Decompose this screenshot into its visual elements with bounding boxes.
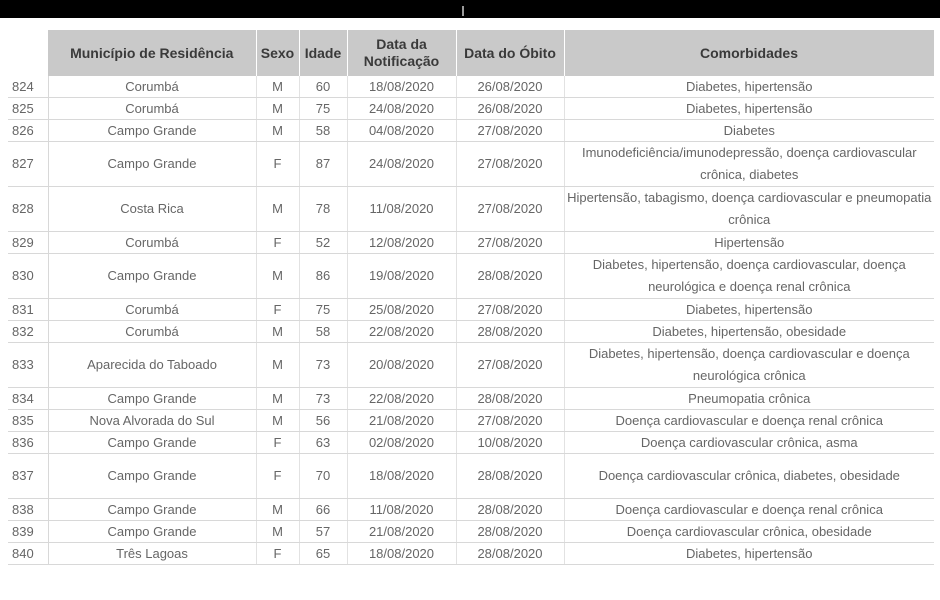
- row-id: 834: [8, 388, 48, 410]
- cell-sexo: F: [256, 142, 299, 187]
- row-id: 826: [8, 120, 48, 142]
- cell-municipio: Corumbá: [48, 98, 256, 120]
- row-id: 838: [8, 499, 48, 521]
- table-row: [8, 343, 934, 388]
- cell-idade: 60: [299, 76, 347, 98]
- cell-idade: 52: [299, 232, 347, 254]
- row-id: 835: [8, 410, 48, 432]
- cell-comorbidades: Diabetes, hipertensão: [564, 299, 934, 321]
- cell-sexo: M: [256, 388, 299, 410]
- cell-idade: 87: [299, 142, 347, 187]
- cell-notificacao: 04/08/2020: [347, 120, 456, 142]
- row-id: 832: [8, 321, 48, 343]
- cell-idade: 70: [299, 454, 347, 499]
- cell-idade: 56: [299, 410, 347, 432]
- row-id: 831: [8, 299, 48, 321]
- cell-sexo: F: [256, 454, 299, 499]
- cell-idade: 73: [299, 388, 347, 410]
- cell-municipio: Campo Grande: [48, 142, 256, 187]
- cell-notificacao: 18/08/2020: [347, 543, 456, 565]
- cell-comorbidades: Diabetes, hipertensão, doença cardiovascular e doença neurológica crônica: [564, 343, 934, 388]
- cell-sexo: M: [256, 120, 299, 142]
- cell-comorbidades: Doença cardiovascular e doença renal crônica: [564, 499, 934, 521]
- cell-notificacao: 20/08/2020: [347, 343, 456, 388]
- row-id: 827: [8, 142, 48, 187]
- cell-notificacao: 19/08/2020: [347, 254, 456, 299]
- cell-obito: 27/08/2020: [456, 187, 564, 232]
- cell-notificacao: 12/08/2020: [347, 232, 456, 254]
- table-row: [8, 120, 934, 142]
- cell-notificacao: 21/08/2020: [347, 410, 456, 432]
- cell-obito: 28/08/2020: [456, 543, 564, 565]
- row-id: 840: [8, 543, 48, 565]
- cell-idade: 86: [299, 254, 347, 299]
- cell-notificacao: 25/08/2020: [347, 299, 456, 321]
- cell-idade: 73: [299, 343, 347, 388]
- cell-obito: 28/08/2020: [456, 499, 564, 521]
- row-id: 837: [8, 454, 48, 499]
- header-obito: Data do Óbito: [456, 30, 564, 76]
- cell-obito: 26/08/2020: [456, 98, 564, 120]
- cell-municipio: Corumbá: [48, 321, 256, 343]
- cell-comorbidades: Diabetes, hipertensão, doença cardiovascular, doença neurológica e doença renal crônica: [564, 254, 934, 299]
- table-row: [8, 454, 934, 499]
- cell-sexo: M: [256, 187, 299, 232]
- table-row: [8, 232, 934, 254]
- cell-sexo: F: [256, 299, 299, 321]
- cell-idade: 75: [299, 299, 347, 321]
- table-row: [8, 521, 934, 543]
- cell-comorbidades: Doença cardiovascular crônica, asma: [564, 432, 934, 454]
- cell-comorbidades: Doença cardiovascular crônica, diabetes, obesidade: [564, 454, 934, 499]
- cell-obito: 28/08/2020: [456, 521, 564, 543]
- header-notificacao: Data da Notificação: [347, 30, 456, 76]
- table-row: [8, 388, 934, 410]
- cell-idade: 66: [299, 499, 347, 521]
- cell-idade: 58: [299, 120, 347, 142]
- cell-obito: 10/08/2020: [456, 432, 564, 454]
- table-body: [8, 76, 934, 565]
- cell-comorbidades: Diabetes: [564, 120, 934, 142]
- cell-municipio: Campo Grande: [48, 454, 256, 499]
- cell-comorbidades: Pneumopatia crônica: [564, 388, 934, 410]
- cell-municipio: Nova Alvorada do Sul: [48, 410, 256, 432]
- cell-sexo: M: [256, 76, 299, 98]
- header-id: [8, 30, 48, 76]
- cell-municipio: Corumbá: [48, 232, 256, 254]
- cell-obito: 27/08/2020: [456, 232, 564, 254]
- cell-notificacao: 11/08/2020: [347, 499, 456, 521]
- cell-obito: 27/08/2020: [456, 142, 564, 187]
- cell-notificacao: 11/08/2020: [347, 187, 456, 232]
- header-sexo: Sexo: [256, 30, 299, 76]
- cell-comorbidades: Hipertensão, tabagismo, doença cardiovascular e pneumopatia crônica: [564, 187, 934, 232]
- cell-municipio: Campo Grande: [48, 521, 256, 543]
- cell-idade: 78: [299, 187, 347, 232]
- table-row: [8, 410, 934, 432]
- cell-notificacao: 18/08/2020: [347, 454, 456, 499]
- header-municipio: Município de Residência: [48, 30, 256, 76]
- cell-sexo: M: [256, 254, 299, 299]
- cell-obito: 28/08/2020: [456, 388, 564, 410]
- cell-municipio: Aparecida do Taboado: [48, 343, 256, 388]
- cell-municipio: Costa Rica: [48, 187, 256, 232]
- header-idade: Idade: [299, 30, 347, 76]
- cell-sexo: F: [256, 543, 299, 565]
- cell-comorbidades: Diabetes, hipertensão: [564, 76, 934, 98]
- row-id: 830: [8, 254, 48, 299]
- cell-municipio: Campo Grande: [48, 499, 256, 521]
- cell-comorbidades: Doença cardiovascular e doença renal crônica: [564, 410, 934, 432]
- cell-idade: 75: [299, 98, 347, 120]
- cell-notificacao: 24/08/2020: [347, 98, 456, 120]
- cell-sexo: M: [256, 343, 299, 388]
- cell-obito: 28/08/2020: [456, 254, 564, 299]
- cell-obito: 28/08/2020: [456, 321, 564, 343]
- row-id: 825: [8, 98, 48, 120]
- table-row: [8, 76, 934, 98]
- cell-municipio: Corumbá: [48, 76, 256, 98]
- header-comorbidades: Comorbidades: [564, 30, 934, 76]
- cell-comorbidades: Diabetes, hipertensão, obesidade: [564, 321, 934, 343]
- cell-municipio: Campo Grande: [48, 254, 256, 299]
- cell-notificacao: 22/08/2020: [347, 388, 456, 410]
- cell-comorbidades: Doença cardiovascular crônica, obesidade: [564, 521, 934, 543]
- deaths-table: [8, 30, 935, 565]
- cell-municipio: Corumbá: [48, 299, 256, 321]
- table-row: [8, 187, 934, 232]
- cell-idade: 63: [299, 432, 347, 454]
- cell-sexo: M: [256, 521, 299, 543]
- cell-idade: 57: [299, 521, 347, 543]
- cell-municipio: Campo Grande: [48, 388, 256, 410]
- cell-obito: 28/08/2020: [456, 454, 564, 499]
- cell-sexo: M: [256, 499, 299, 521]
- cell-municipio: Três Lagoas: [48, 543, 256, 565]
- cell-sexo: M: [256, 98, 299, 120]
- table-header-row: [8, 30, 934, 76]
- table-row: [8, 499, 934, 521]
- title-bar-fragment: [462, 6, 464, 16]
- table-row: [8, 321, 934, 343]
- cell-comorbidades: Diabetes, hipertensão: [564, 543, 934, 565]
- row-id: 824: [8, 76, 48, 98]
- table-row: [8, 254, 934, 299]
- cell-idade: 65: [299, 543, 347, 565]
- cell-sexo: F: [256, 432, 299, 454]
- table-row: [8, 432, 934, 454]
- cell-notificacao: 21/08/2020: [347, 521, 456, 543]
- row-id: 828: [8, 187, 48, 232]
- cell-municipio: Campo Grande: [48, 432, 256, 454]
- cell-sexo: M: [256, 410, 299, 432]
- row-id: 839: [8, 521, 48, 543]
- table-row: [8, 299, 934, 321]
- cell-obito: 27/08/2020: [456, 120, 564, 142]
- cell-obito: 27/08/2020: [456, 299, 564, 321]
- row-id: 836: [8, 432, 48, 454]
- cell-idade: 58: [299, 321, 347, 343]
- cell-obito: 27/08/2020: [456, 343, 564, 388]
- cell-comorbidades: Hipertensão: [564, 232, 934, 254]
- title-bar: [0, 0, 940, 18]
- cell-comorbidades: Diabetes, hipertensão: [564, 98, 934, 120]
- cell-sexo: F: [256, 232, 299, 254]
- row-id: 833: [8, 343, 48, 388]
- cell-obito: 27/08/2020: [456, 410, 564, 432]
- cell-notificacao: 02/08/2020: [347, 432, 456, 454]
- cell-notificacao: 22/08/2020: [347, 321, 456, 343]
- row-id: 829: [8, 232, 48, 254]
- cell-municipio: Campo Grande: [48, 120, 256, 142]
- cell-notificacao: 18/08/2020: [347, 76, 456, 98]
- cell-sexo: M: [256, 321, 299, 343]
- table-row: [8, 142, 934, 187]
- cell-obito: 26/08/2020: [456, 76, 564, 98]
- table-row: [8, 543, 934, 565]
- table-row: [8, 98, 934, 120]
- cell-notificacao: 24/08/2020: [347, 142, 456, 187]
- cell-comorbidades: Imunodeficiência/imunodepressão, doença cardiovascular crônica, diabetes: [564, 142, 934, 187]
